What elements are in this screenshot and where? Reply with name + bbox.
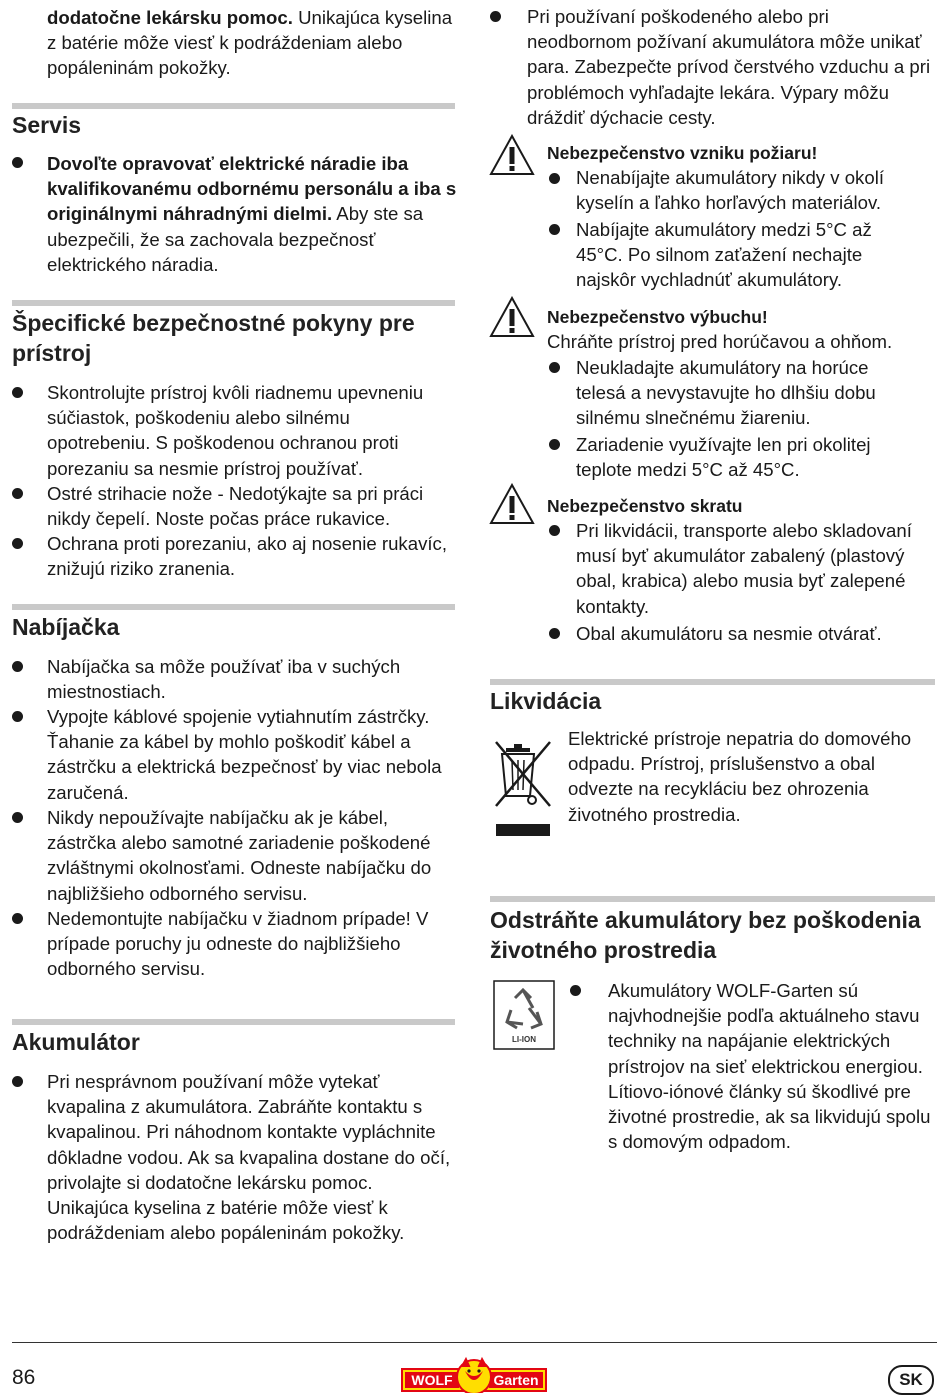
warning-explosion-title: Nebezpečenstvo výbuchu! xyxy=(547,307,768,327)
bullet-icon xyxy=(549,224,560,235)
bullet-icon xyxy=(12,812,23,823)
bullet-icon xyxy=(549,439,560,450)
section-rule xyxy=(12,604,455,610)
warning-fire-title: Nebezpečenstvo vzniku požiaru! xyxy=(547,143,818,163)
bullet-icon xyxy=(12,661,23,672)
bullet-icon xyxy=(12,538,23,549)
fire-item-2: Nabíjajte akumulátory medzi 5°C až 45°C. Po silnom zaťažení nechajte najskôr vychladnúť akumulátory. xyxy=(576,219,872,291)
bullet-icon xyxy=(490,11,501,22)
section-rule xyxy=(490,896,935,902)
bullet-icon xyxy=(12,1076,23,1087)
intro-rest: Unikajúca kyselina z batérie môže viesť k podráždeniam alebo popáleninám pokožky. xyxy=(47,7,453,79)
li-ion-recycle-icon xyxy=(493,980,555,1050)
language-badge: SK xyxy=(888,1365,934,1395)
warning-short-title: Nebezpečenstvo skratu xyxy=(547,496,743,516)
warning-triangle-icon xyxy=(489,296,535,338)
page-number: 86 xyxy=(12,1366,36,1389)
heading-charger: Nabíjačka xyxy=(12,614,120,640)
intro-bold: dodatočne lekársku pomoc. xyxy=(47,7,293,28)
explosion-item-2: Zariadenie využívajte len pri okolitej teplote medzi 5°C až 45°C. xyxy=(576,434,871,481)
section-rule xyxy=(12,300,455,306)
section-rule xyxy=(12,103,455,109)
vapor-item: Pri používaní poškodeného alebo pri neodbornom požívaní akumulátora môže unikať para. Zabezpečte prívod čerstvého vzduchu a pri problémoch vyhľadajte lekára. Výpary môžu dráždiť dýchacie cesty. xyxy=(527,6,931,128)
bullet-icon xyxy=(12,488,23,499)
short-item-2: Obal akumulátoru sa nesmie otvárať. xyxy=(576,623,882,644)
fire-item-1: Nenabíjajte akumulátory nikdy v okolí kyselín a ľahko horľavých materiálov. xyxy=(576,167,884,214)
logo-garten-text: Garten xyxy=(493,1372,539,1388)
charger-item-4: Nedemontujte nabíjačku v žiadnom prípade! V prípade poruchy ju odneste do najbližšieho odborného servisu. xyxy=(47,908,429,980)
short-item-1: Pri likvidácii, transporte alebo skladovaní musí byť akumulátor zabalený (plastový obal, krabica) alebo musia byť zalepené kontakty. xyxy=(576,520,912,617)
specific-item-1: Skontrolujte prístroj kvôli riadnemu upevneniu súčiastok, poškodeniu alebo silnému opotrebeniu. S poškodenou ochranou proti porezaniu sa nesmie prístroj používať. xyxy=(47,382,424,479)
heading-disposal: Likvidácia xyxy=(490,688,602,714)
bullet-icon xyxy=(549,362,560,373)
disposal-text: Elektrické prístroje nepatria do domového odpadu. Prístroj, príslušenstvo a obal odvezte na recykláciu bez ohrozenia životného prostredia. xyxy=(568,728,912,825)
bullet-icon xyxy=(549,525,560,536)
specific-item-3: Ochrana proti porezaniu, ako aj nosenie rukavíc, znižujú riziko zranenia. xyxy=(47,533,447,580)
bullet-icon xyxy=(12,387,23,398)
battery-item-1: Pri nesprávnom používaní môže vytekať kvapalina z akumulátora. Zabráňte kontaktu s kvapalinou. Pri náhodnom kontakte vypláchnite dôkladne vodou. Ak sa kvapalina dostane do očí, privolajte si dodatočne lekársku pomoc. Unikajúca kyselina z batérie môže viesť k podráždeniam alebo popáleninám pokožky. xyxy=(47,1071,451,1244)
charger-item-3: Nikdy nepoužívajte nabíjačku ak je kábel, zástrčka alebo samotné zariadenie poškodené zvláštnymi okolnosťami. Odneste nabíjačku do najbližšieho odborného servisu. xyxy=(47,807,432,904)
heading-remove: Odstráňte akumulátory bez poškodenia životného prostredia xyxy=(490,907,921,963)
bullet-icon xyxy=(12,157,23,168)
heading-battery: Akumulátor xyxy=(12,1029,140,1055)
section-rule xyxy=(490,679,935,685)
bullet-icon xyxy=(12,711,23,722)
servis-bold: Dovoľte opravovať elektrické náradie iba kvalifikovanému odbornému personálu a iba s originálnymi náhradnými dielmi. xyxy=(47,153,457,225)
intro-paragraph xyxy=(47,5,457,81)
li-ion-label: LI-ION xyxy=(512,1035,536,1044)
crossed-bin-icon xyxy=(492,738,554,840)
heading-specific: Špecifické bezpečnostné pokyny pre prístroj xyxy=(12,310,415,366)
bullet-icon xyxy=(549,173,560,184)
charger-item-1: Nabíjačka sa môže používať iba v suchých miestnostiach. xyxy=(47,656,401,703)
explosion-item-1: Neukladajte akumulátory na horúce telesá a nevystavujte ho dlhšiu dobu silnému slnečnému žiareniu. xyxy=(576,357,876,429)
section-rule xyxy=(12,1019,455,1025)
servis-item xyxy=(47,151,457,277)
charger-item-2: Vypojte káblové spojenie vytiahnutím zástrčky. Ťahanie za kábel by mohlo poškodiť kábel a zástrčku a elektrická bezpečnosť by viac nebola zaručená. xyxy=(47,706,442,803)
bullet-icon xyxy=(12,913,23,924)
servis-rest: Aby ste sa ubezpečili, že sa zachovala bezpečnosť elektrického náradia. xyxy=(47,203,424,275)
wolf-garten-logo xyxy=(399,1355,549,1393)
warning-triangle-icon xyxy=(489,134,535,176)
bullet-icon xyxy=(549,628,560,639)
bullet-icon xyxy=(570,985,581,996)
warning-triangle-icon xyxy=(489,483,535,525)
specific-item-2: Ostré strihacie nože - Nedotýkajte sa pri práci nikdy čepelí. Noste počas práce rukavice. xyxy=(47,483,424,530)
heading-servis: Servis xyxy=(12,112,82,138)
footer-rule xyxy=(12,1342,937,1343)
explosion-text: Chráňte prístroj pred horúčavou a ohňom. xyxy=(547,331,893,352)
remove-item: Akumulátory WOLF-Garten sú najvhodnejšie podľa aktuálneho stavu techniky na napájanie elektrických prístrojov na sieť elektrickou energiou. Lítiovo-iónové články sú škodlivé pre životné prostredie, ak sa likvidujú spolu s domovým odpadom. xyxy=(608,980,931,1153)
logo-wolf-text: WOLF xyxy=(411,1372,453,1388)
